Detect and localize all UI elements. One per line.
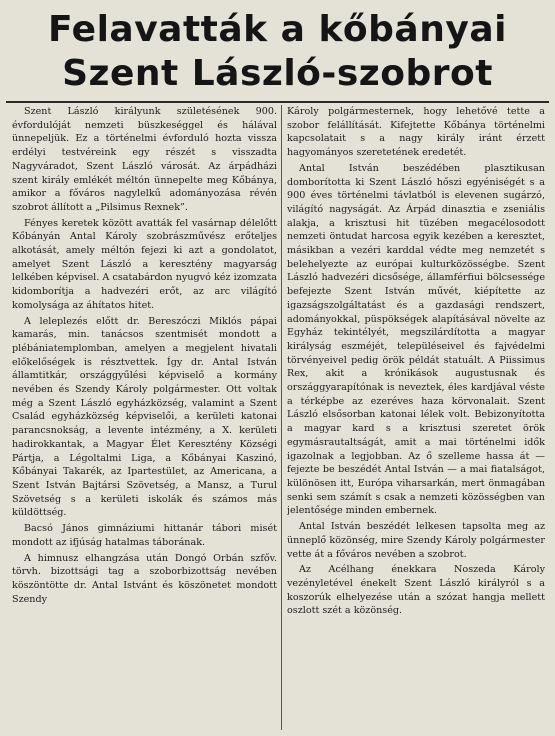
headline-line-1: Felavatták a kőbányai [48, 9, 507, 50]
paragraph: Bacsó János gimnáziumi hittanár tábori misét mondott az ifjúság hatalmas táborának. [12, 523, 277, 548]
paragraph: Károly polgármesternek, hogy lehetővé tette a szobor felállítását. Kifejtette Kőbánya történelmi kapcsolatait s a nagy király iránt érzett hagyományos szeretetének eredetét. [287, 106, 545, 159]
article-column-right [287, 105, 545, 732]
article-column-left [12, 105, 277, 732]
paragraph: Szent László királyunk születésének 900. évfordulóját nemzeti büszkeséggel és hálával ünnepeljük. Ez a történelmi évforduló hozta vissza erdélyi testvéreink egy részét s visszadta Nagyváradot, Szent László városát. Az árpádházi szent király emlékét méltón ünnepelte meg Kőbánya, amikor a főváros nagylelkű adományozása révén szobrot állított a „Pilsimus Rexnek”. [12, 106, 277, 213]
article-headline [0, 8, 555, 96]
column-divider [281, 105, 282, 730]
paragraph: A himnusz elhangzása után Dongó Orbán szfőv. törvh. bizottsági tag a szoborbizottság nevében köszöntötte dr. Antal Istvánt és köszönetet mondott Szendy [12, 552, 277, 605]
headline-rule [6, 101, 549, 103]
paragraph: Fényes keretek között avatták fel vasárnap délelőtt Kőbányán Antal Károly szobrászművész erőteljes alkotását, amely méltón fejezi ki azt a gondolatot, amelyet Szent László a keresztény magyarság lelkében képvisel. A csatabárdon nyugvó kéz izomzata kidomborítja a hadvezéri erőt, az arc világító komolysága az áhítatos hitet. [12, 217, 277, 311]
paragraph: A leleplezés előtt dr. Bereszóczi Miklós pápai kamarás, min. tanácsos szentmisét mondott a plébániatemplomban, amelyen a megjelent hivatali előkelőségek is résztvettek. Így dr. Antal István államtitkár, országgyűlési képviselő a kormány nevében és Szendy Károly polgármester. Ott voltak még a Szent László egyházközség, valamint a Szent Család egyházközség képviselői, a kerületi katonai parancsnokság, a levente intézmény, a X. kerületi hadirokkantak, a Magyar Élet Keresztény Községi Pártja, a Légoltalmi Liga, a Kőbányai Kaszinó, Kőbányai Takarék, az Ipartestület, az Americana, a Szent István Bajtársi Szövetség, a Mansz, a Turul Szövetség s a kerületi iskolák és számos más küldöttség. [12, 315, 277, 519]
paragraph: Antal István beszédét lelkesen tapsolta meg az ünneplő közönség, mire Szendy Károly polgármester vette át a főváros nevében a szobrot. [287, 521, 545, 560]
paragraph: Az Acélhang énekkara Noszeda Károly vezényletével énekelt Szent László királyról s a koszorúk elhelyezése után a szózat hangja mellett oszlott szét a közönség. [287, 564, 545, 617]
headline-line-2: Szent László-szobrot [62, 53, 493, 94]
paragraph: Antal István beszédében plasztikusan domborította ki Szent László hőszi egyéniségét s a 900 éves történelmi távlatból is elevenen sugárzó, világító nagyságát. Az Árpád dinasztia e zseniális alakja, a krisztusi hit tüzében megacélosodott nemzeti öntudat harcosa egyik kezében a keresztet, másikban a vezéri karddal védte meg nemzetét s belehelyezte az európai kulturközösségbe. Szent László hadvezéri dicsősége, államférfiui bölcsessége befejezte Szent István művét, kiépítette az igazságszolgáltatást és a gazdasági rendszert, adományokkal, püspökségek alapításával növelte az Egyház tekintélyét, megszilárdította a magyar királyság eszméjét, településeivel és fajvédelmi törvényeivel pedig örök példát statuált. A Piissimus Rex, akit a krónikások augustusnak és országgyarapítónak is neveztek, éles kardjával véste a térképbe az ezeréves haza körvonalait. Szent László elsősorban katonai lélek volt. Bebizonyította a magyar kard s a krisztusi szeretet örök egymásrautaltságát, amit a mai történelmi idők igazolnak a legjobban. Az ő szelleme hassa át — fejezte be beszédét Antal István — a mai fiatalságot, különösen itt, Európa viharsarkán, mert önmagában senki sem számít s csak a nemzeti közösségben van jelentősége minden embernek. [287, 162, 545, 517]
